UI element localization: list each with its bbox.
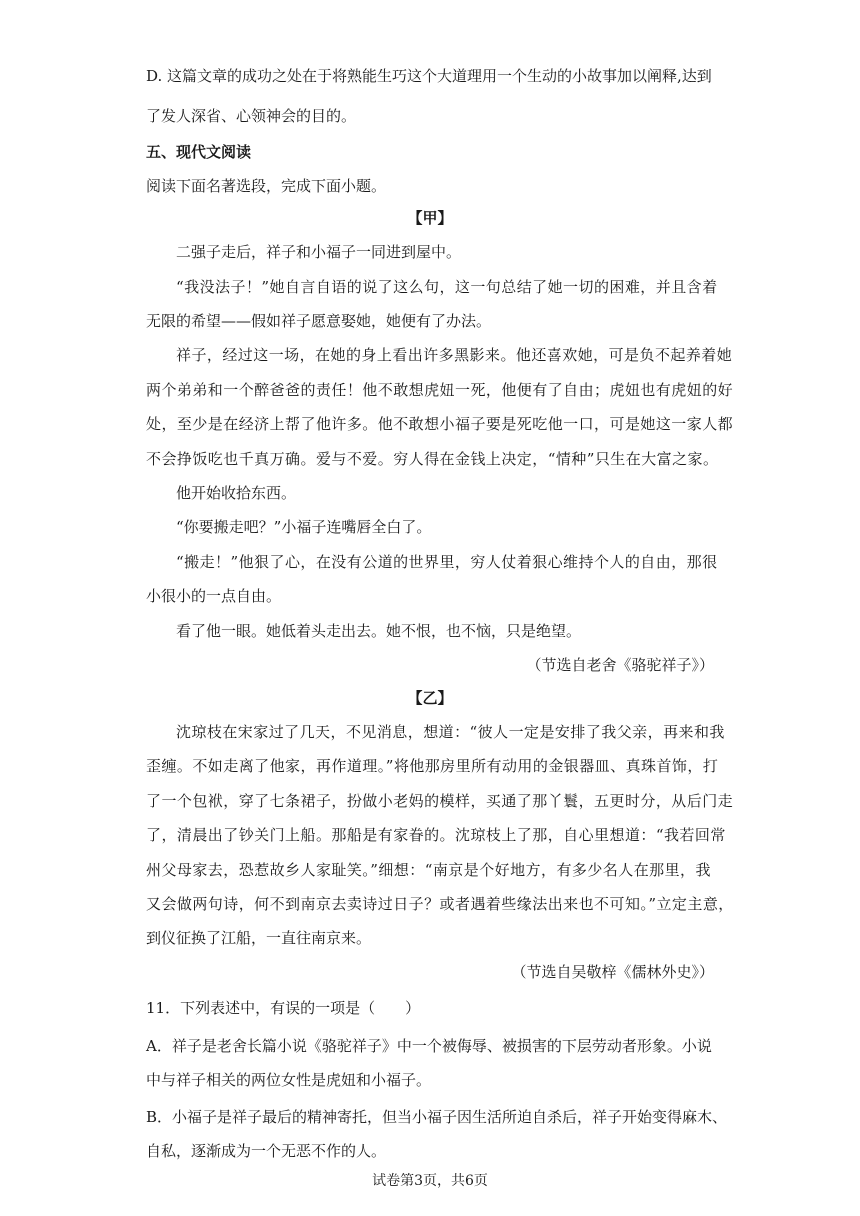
- passage-b-line: 了一个包袱，穿了七条裙子，扮做小老妈的模样，买通了那丫鬟，五更时分，从后门走: [146, 792, 734, 810]
- passage-a-line: “你要搬走吧？”小福子连嘴唇全白了。: [176, 518, 432, 536]
- passage-b-line: 到仪征换了江船，一直往南京来。: [146, 929, 372, 947]
- passage-a-source: （节选自老舍《骆驼祥子》）: [526, 656, 714, 674]
- q11-option-a-line2: 中与祥子相关的两位女性是虎妞和小福子。: [146, 1071, 432, 1089]
- passage-a-line: 无限的希望——假如祥子愿意娶她，她便有了办法。: [146, 312, 492, 330]
- passage-a-line: “我没法子！”她自言自语的说了这么句，这一句总结了她一切的困难，并且含着: [176, 278, 718, 296]
- passage-a-line: “搬走！”他狠了心，在没有公道的世界里，穷人仗着狠心维持个人的自由，那很: [176, 553, 718, 571]
- passage-b-source: （节选自吴敬梓《儒林外史》）: [511, 963, 714, 981]
- passage-b-line: 沈琼枝在宋家过了几天，不见消息，想道：“彼人一定是安排了我父亲，再来和我: [176, 723, 725, 741]
- q11-option-b-line2: 自私，逐渐成为一个无恶不作的人。: [146, 1142, 387, 1160]
- section-instruction: 阅读下面名著选段，完成下面小题。: [146, 177, 387, 195]
- q11-option-b-line1: B．小福子是祥子最后的精神寄托，但当小福子因生活所迫自杀后，祥子开始变得麻木、: [146, 1108, 728, 1126]
- q10-option-d-line1: D. 这篇文章的成功之处在于将熟能生巧这个大道理用一个生动的小故事加以阐释,达到: [146, 67, 712, 85]
- passage-b-line: 又会做两句诗，何不到南京去卖诗过日子？或者遇着些缘法出来也不可知。”立定主意，: [146, 895, 734, 913]
- q11-option-a-line1: A．祥子是老舍长篇小说《骆驼祥子》中一个被侮辱、被损害的下层劳动者形象。小说: [146, 1037, 712, 1055]
- passage-a-line: 小很小的一点自由。: [146, 587, 282, 605]
- q11-stem: 11．下列表述中，有误的一项是（ ）: [146, 999, 421, 1017]
- passage-a-line: 两个弟弟和一个醉爸爸的责任！他不敢想虎妞一死，他便有了自由；虎妞也有虎妞的好: [146, 381, 734, 399]
- section-heading: 五、现代文阅读: [146, 143, 252, 161]
- passage-b-label: 【乙】: [407, 689, 453, 707]
- passage-a-line: 处，至少是在经济上帮了他许多。他不敢想小福子要是死吃他一口，可是她这一家人都: [146, 415, 734, 433]
- passage-a-label: 【甲】: [407, 209, 453, 227]
- passage-a-line: 不会挣饭吃也千真万确。爱与不爱。穷人得在金钱上决定，“情种”只生在大富之家。: [146, 450, 719, 468]
- passage-a-line: 看了他一眼。她低着头走出去。她不恨，也不恼，只是绝望。: [176, 622, 582, 640]
- passage-a-line: 二强子走后，祥子和小福子一同进到屋中。: [176, 243, 462, 261]
- passage-a-line: 祥子，经过这一场，在她的身上看出许多黑影来。他还喜欢她，可是负不起养着她: [176, 346, 733, 364]
- page-number-footer: 试卷第3页，共6页: [372, 1173, 488, 1189]
- passage-b-line: 州父母家去，恐惹故乡人家耻笑。”细想：“南京是个好地方，有多少名人在那里，我: [146, 861, 711, 879]
- passage-b-line: 歪缠。不如走离了他家，再作道理。”将他那房里所有动用的金银器皿、真珠首饰，打: [146, 757, 719, 775]
- passage-b-line: 了，清晨出了钞关门上船。那船是有家眷的。沈琼枝上了那，自心里想道：“我若回常: [146, 826, 726, 844]
- q10-option-d-line2: 了发人深省、心领神会的目的。: [146, 107, 357, 125]
- passage-a-line: 他开始收拾东西。: [176, 484, 297, 502]
